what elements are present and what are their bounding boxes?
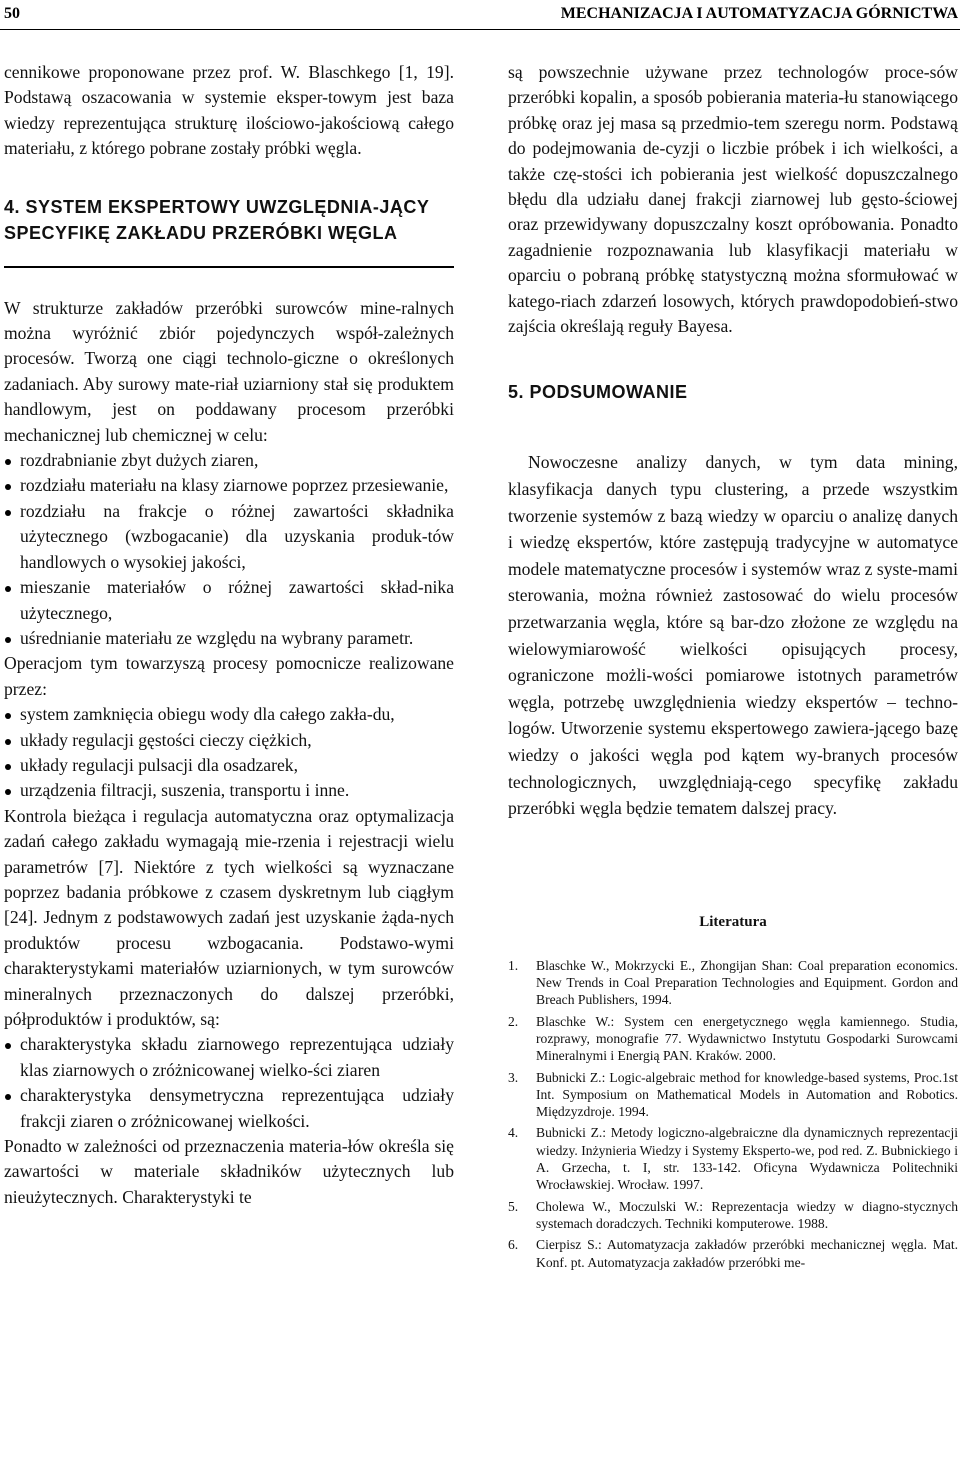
bullet-icon (5, 789, 11, 795)
reference-item: 4. Bubnicki Z.: Metody logiczno-algebraiczne dla dynamicznych reprezentacji wiedzy. Inżynieria Wiedzy i Systemy Eksperto-we, pod red. Z. Bubnickiego i A. Grzecha, t. I, str. 133-142. Oficyna Wydawnicza Politechniki Wrocławskiej. Wrocław. 1997. (508, 1125, 958, 1193)
reference-item: 5. Cholewa W., Moczulski W.: Reprezentacja wiedzy w diagno-stycznych systemach doradczych. Techniki komputerowe. 1988. (508, 1198, 958, 1231)
reference-list (508, 957, 958, 1271)
list-item: urządzenia filtracji, suszenia, transportu i inne. (4, 778, 454, 803)
list-item: rozdziału materiału na klasy ziarnowe poprzez przesiewanie, (4, 473, 454, 498)
intro-paragraph: cennikowe proponowane przez prof. W. Blaschkego [1, 19]. Podstawą oszacowania w systemie eksper-towym jest baza wiedzy reprezentująca strukturę ilościowo-jakościową całego materiału, z którego pobrane zostały próbki węgla. (4, 62, 454, 159)
body-paragraph: W strukturze zakładów przeróbki surowców mine-ralnych można wyróżnić zbiór pojedynczych współ-zależnych procesów. Tworzą one ciągi technolo-giczne o określonych zadaniach. Aby surowy mate-riał uziarniony stał się produktem handlowym, jest on poddawany procesom przeróbki mechanicznej lub chemicznej w celu: (4, 297, 454, 445)
section-4-heading: 4. SYSTEM EKSPERTOWY UWZGLĘDNIA-JĄCY SPECYFIKĘ ZAKŁADU PRZERÓBKI WĘGLA (4, 196, 430, 243)
body-paragraph: są powszechnie używane przez technologów proce-sów przeróbki kopalin, a sposób pobierania materia-łu stanowiącego próbkę oraz jej masa są przedmio-tem szeregu norm. Podstawą do podejmowania de-cyzji o liczbie próbek i ich wielkości, a także czę-stości ich pobierania jest wielkość dopuszczalnego błędu dla udziału danej frakcji ziarnowej lub gęsto-ściowej oraz przewidywany dopuszczalny koszt opróbowania. Ponadto zagadnienie rozpoznawania lub klasyfikacji materiału w oparciu o pobraną próbkę statystyczną można sformułować w katego-riach zdarzeń losowych, których prawdopodobień-stwo zajścia określają reguły Bayesa. (508, 62, 958, 337)
section-rule (4, 266, 454, 268)
left-column (4, 60, 454, 1210)
bullet-icon (5, 713, 11, 719)
section-5-heading: 5. PODSUMOWANIE (508, 382, 688, 403)
bullet-icon (5, 459, 11, 465)
conclusion-paragraph: Nowoczesne analizy danych, w tym data mining, klasyfikacja danych typu clustering, a przede wszystkim tworzenie systemów z bazą wiedzy w oparciu o analizę danych i wiedzę ekspertów, które zastępują tradycyjne w automatyce modele matematyczne procesów i systemów wraz z syste-mami sterowania, można również zastosować do wielu procesów przetwarzania węgla, które są bar-dzo złożone ze względu na wielowymiarowość wielkości opisujących procesy, ograniczone możli-wości pomiarowe istotnych parametrów węgla, potrzebę uwzględnienia wiedzy ekspertów – techno-logów. Utworzenie systemu ekspertowego zawiera-jącego bazę wiedzy o jakości węgla pod kątem wy-branych procesów technologicznych, uwzględniają-cego specyfikę zakładu przeróbki węgla będzie tematem dalszej pracy. (508, 452, 958, 819)
list-item: układy regulacji pulsacji dla osadzarek, (4, 753, 454, 778)
bullet-icon (5, 586, 11, 592)
list-item: mieszanie materiałów o różnej zawartości skład-nika użytecznego, (4, 575, 454, 626)
list-item: charakterystyka densymetryczna reprezentująca udziały frakcji ziaren o zróżnicowanej wielkości. (4, 1083, 454, 1134)
auxiliary-process-list (4, 702, 454, 804)
running-header (0, 0, 960, 28)
body-paragraph: Kontrola bieżąca i regulacja automatyczna oraz optymalizacja zadań całego zakładu wymagają mie-rzenia i rejestracji wielu parametrów [7]. Niektóre z tych wielkości są wyznaczane poprzez badania próbkowe z czasem dyskretnym lub ciągłym [24]. Jednym z podstawowych zadań jest uzyskanie żąda-nych produktów procesu wzbogacania. Podstawo-wymi charakterystykami materiałów uziarnionych, w tym surowców mineralnych przeznaczonych do dalszej przeróbki, półproduktów i produktów, są: (4, 805, 454, 1029)
bullet-icon (5, 739, 11, 745)
list-item: uśrednianie materiału ze względu na wybrany parametr. (4, 626, 454, 651)
header-rule (0, 29, 960, 30)
journal-title: MECHANIZACJA I AUTOMATYZACJA GÓRNICTWA (560, 5, 958, 22)
list-item: układy regulacji gęstości cieczy ciężkich, (4, 728, 454, 753)
bullet-icon (5, 1043, 11, 1049)
list-item: rozdrabnianie zbyt dużych ziaren, (4, 448, 454, 473)
list-item: system zamknięcia obiegu wody dla całego zakła-du, (4, 702, 454, 727)
body-paragraph: Operacjom tym towarzyszą procesy pomocnicze realizowane przez: (4, 653, 454, 699)
reference-item: 2. Blaschke W.: System cen energetycznego węgla kamiennego. Studia, rozprawy, monografie 77. Wydawnictwo Instytutu Gospodarki Surowcami Mineralnymi i Energią PAN. Kraków. 2000. (508, 1013, 958, 1064)
reference-item: 1. Blaschke W., Mokrzycki E., Zhongijan Shan: Coal preparation economics. New Trends in Coal Preparation Technologies and Equipment. Gordon and Breach Publishers, 1994. (508, 957, 958, 1008)
bullet-icon (5, 637, 11, 643)
reference-item: 3. Bubnicki Z.: Logic-algebraic method for knowledge-based systems, Proc.1st Int. Symposium on Mathematical Models in Automation and Robotics. Międzyzdroje. 1994. (508, 1069, 958, 1120)
bullet-icon (5, 510, 11, 516)
page-number: 50 (4, 5, 20, 22)
reference-item: 6. Cierpisz S.: Automatyzacja zakładów przeróbki mechanicznej węgla. Mat. Konf. pt. Automatyzacja zakładów przeróbki me- (508, 1237, 958, 1270)
list-item: charakterystyka składu ziarnowego reprezentująca udziały klas ziarnowych o zróżnicowanej wielko-ści ziaren (4, 1032, 454, 1083)
body-paragraph: Ponadto w zależności od przeznaczenia materia-łów określa się zawartości w materiale składników użytecznych lub nieużytecznych. Charakterystyki te (4, 1136, 454, 1207)
bullet-icon (5, 764, 11, 770)
process-list (4, 448, 454, 651)
bullet-icon (5, 484, 11, 490)
literature-heading: Literatura (699, 913, 767, 930)
bullet-icon (5, 1094, 11, 1100)
characteristics-list (4, 1032, 454, 1134)
list-item: rozdziału na frakcje o różnej zawartości składnika użytecznego (wzbogacanie) dla uzyskania produk-tów handlowych o wysokiej jakości, (4, 499, 454, 575)
right-column (508, 60, 958, 1275)
